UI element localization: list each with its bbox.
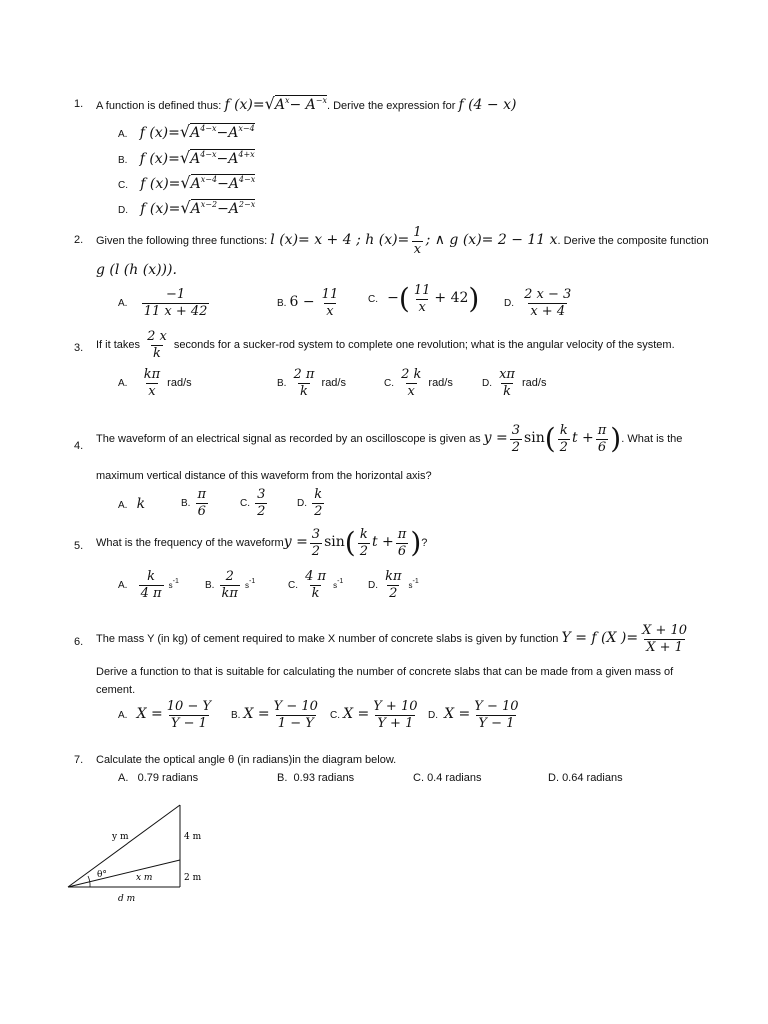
hypotenuse-y — [68, 805, 180, 887]
option-a[interactable]: A. f $(x)=√A^{4-x}-A^{x-4}$ — [118, 122, 255, 141]
option-d[interactable]: D. $\frac{k\pi}{2}$ s-1 — [368, 569, 419, 601]
option-a[interactable]: A. $\frac{k\pi}{x}$ rad/s — [118, 367, 192, 399]
option-d[interactable]: D. X = $\frac{Y - 10}{Y - 1}$ — [428, 699, 519, 731]
label-x: x m — [136, 873, 153, 883]
question-number: 4. — [74, 440, 84, 452]
option-a[interactable]: A. X = $\frac{10 - Y}{Y - 1}$ — [118, 699, 212, 731]
label-d: d m — [118, 894, 136, 904]
question-text: If it takes $\frac{2 x}{k}$ seconds for a sucker-rod system to complete one revolution; what is the angular velocity of the system. — [96, 329, 675, 361]
question-text: What is the frequency of the waveformy = $\frac{3}{2}$ sin( $\frac{k}{2}$ t + $\frac{\pi}{6}$ )? — [96, 526, 428, 560]
option-c[interactable]: C. −( $\frac{11}{x}$ + 42) — [368, 282, 480, 316]
label-y: y m — [112, 832, 129, 842]
question-number: 1. — [74, 98, 84, 110]
option-b[interactable]: B. $\frac{\pi}{6}$ — [181, 487, 207, 519]
question-text-line2: Derive a function to that is suitable for calculating the number of concrete slabs that can be made from a given mass of — [96, 666, 674, 678]
option-c[interactable]: C. f $(x)=√A^{x-4}-A^{4-x}$ — [118, 173, 256, 192]
question-number: 3. — [74, 342, 84, 354]
question-number: 7. — [74, 754, 84, 766]
question-text: The waveform of an electrical signal as recorded by an oscilloscope is given as y = $\frac{3}{2}$ sin( $\frac{k}{2}$ t + $\frac{\pi}{6}$ ). What is the — [96, 422, 683, 456]
option-b[interactable]: B. 0.93 radians — [277, 772, 355, 784]
option-b[interactable]: B. 6 − $\frac{11}{x}$ — [277, 287, 339, 319]
option-b[interactable]: B. f $(x)=√A^{4-x}-A^{4+x}$ — [118, 148, 255, 167]
question-number: 6. — [74, 636, 84, 648]
option-c[interactable]: C. X = $\frac{Y + 10}{Y + 1}$ — [330, 699, 418, 731]
option-a[interactable]: A. $\frac{-1}{11 x + 42}$ — [118, 287, 208, 319]
question-text-line2: maximum vertical distance of this waveform from the horizontal axis? — [96, 470, 432, 482]
option-d[interactable]: D. $\frac{2 x - 3}{x + 4}$ — [504, 287, 572, 319]
label-4m: 4 m — [184, 832, 202, 842]
option-b[interactable]: B. $\frac{2 \pi}{k}$ rad/s — [277, 367, 346, 399]
question-text: A function is defined thus: f $(x)=√A^x- A^{-x}$. Derive the expression for f (4 − x) — [96, 94, 517, 113]
question-number: 2. — [74, 234, 84, 246]
hypotenuse-x — [68, 860, 180, 887]
triangle-diagram — [60, 796, 280, 906]
option-c[interactable]: C. $\frac{4 \pi}{k}$ s-1 — [288, 569, 344, 601]
option-a[interactable]: A. 0.79 radians — [118, 772, 199, 784]
option-b[interactable]: B. $\frac{2}{k\pi}$ s-1 — [205, 569, 256, 601]
option-d[interactable]: D. 0.64 radians — [548, 772, 623, 784]
option-a[interactable]: A. k — [118, 496, 146, 512]
question-text-line3: cement. — [96, 684, 136, 696]
option-a[interactable]: A. $\frac{k}{4 \pi}$ s-1 — [118, 569, 179, 601]
option-c[interactable]: C. $\frac{3}{2}$ — [240, 487, 266, 519]
question-text: The mass Y (in kg) of cement required to make X number of concrete slabs is given by function Y = f (X )= $\frac{X + 10}{X + 1}$ — [96, 623, 688, 655]
label-2m: 2 m — [184, 873, 202, 883]
question-number: 5. — [74, 540, 84, 552]
option-d[interactable]: D. f $(x)=√A^{x-2}-A^{2-x}$ — [118, 198, 256, 217]
question-text: Given the following three functions: l (x)= x + 4 ; h (x)= $\frac{1}{x}$ ; ∧ g (x)= 2 − 11 x. Derive the composite function — [96, 225, 709, 257]
option-c[interactable]: C. $\frac{2 k}{x}$ rad/s — [384, 367, 453, 399]
label-theta: θ° — [97, 870, 107, 880]
composite-expression: g (l (h (x))). — [96, 262, 177, 278]
option-d[interactable]: D. $\frac{x\pi}{k}$ rad/s — [482, 367, 547, 399]
option-d[interactable]: D. $\frac{k}{2}$ — [297, 487, 323, 519]
question-text: Calculate the optical angle θ (in radians)in the diagram below. — [96, 754, 397, 766]
option-b[interactable]: B. X = $\frac{Y - 10}{1 - Y}$ — [231, 699, 318, 731]
option-c[interactable]: C. 0.4 radians — [413, 772, 482, 784]
